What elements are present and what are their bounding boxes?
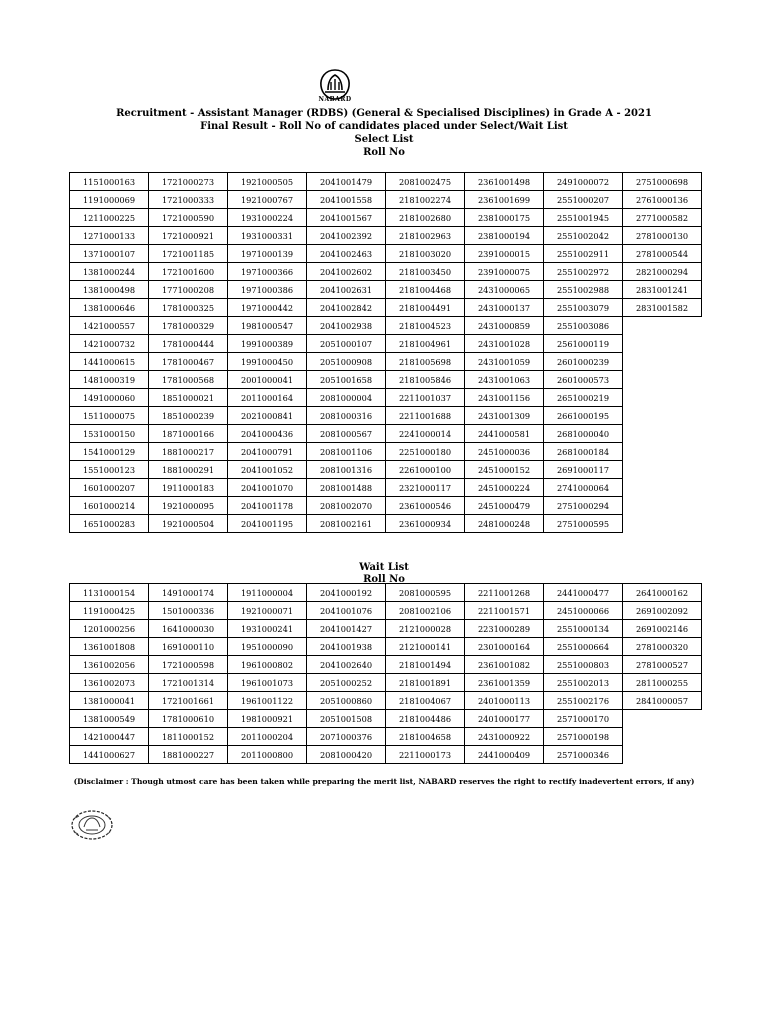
roll-no-cell: 1131000154 [70, 584, 149, 602]
table-row [70, 479, 702, 497]
roll-no-cell: 2551000207 [544, 191, 623, 209]
roll-no-cell: 2041002463 [307, 245, 386, 263]
roll-no-cell: 2551000134 [544, 620, 623, 638]
roll-no-cell: 2601000239 [544, 353, 623, 371]
roll-no-cell: 2561000119 [544, 335, 623, 353]
roll-no-cell: 1921000071 [228, 602, 307, 620]
roll-no-cell: 2021000841 [228, 407, 307, 425]
roll-no-cell: 1151000163 [70, 173, 149, 191]
roll-no-cell: 2551002988 [544, 281, 623, 299]
roll-no-cell: 1991000389 [228, 335, 307, 353]
roll-no-cell: 1721000333 [149, 191, 228, 209]
roll-no-cell: 2571000170 [544, 710, 623, 728]
roll-no-cell: 2821000294 [623, 263, 702, 281]
select-roll-no-heading: Roll No [363, 147, 405, 158]
roll-no-cell [623, 407, 702, 425]
roll-no-cell: 2121000028 [386, 620, 465, 638]
roll-no-cell: 1421000557 [70, 317, 149, 335]
roll-no-cell: 1201000256 [70, 620, 149, 638]
roll-no-cell: 2211000173 [386, 746, 465, 764]
table-row [70, 692, 702, 710]
roll-no-cell: 2441000409 [465, 746, 544, 764]
document-title: Recruitment - Assistant Manager (RDBS) (General & Specialised Disciplines) in Grade A - 2021 [116, 108, 652, 119]
roll-no-cell: 1871000166 [149, 425, 228, 443]
roll-no-cell: 2211001037 [386, 389, 465, 407]
roll-no-cell: 1721001600 [149, 263, 228, 281]
roll-no-cell: 2831001582 [623, 299, 702, 317]
roll-no-cell: 2041001076 [307, 602, 386, 620]
roll-no-cell: 2381000194 [465, 227, 544, 245]
roll-no-cell: 1191000425 [70, 602, 149, 620]
roll-no-cell: 2051000107 [307, 335, 386, 353]
roll-no-cell: 2751000294 [544, 497, 623, 515]
roll-no-cell: 2551002013 [544, 674, 623, 692]
roll-no-cell: 2391000075 [465, 263, 544, 281]
roll-no-cell: 1971000366 [228, 263, 307, 281]
roll-no-cell: 2041001178 [228, 497, 307, 515]
roll-no-cell: 2181004067 [386, 692, 465, 710]
roll-no-cell: 1951000090 [228, 638, 307, 656]
roll-no-cell: 1931000331 [228, 227, 307, 245]
roll-no-cell: 2551001945 [544, 209, 623, 227]
roll-no-cell: 2081000420 [307, 746, 386, 764]
roll-no-cell: 1781000325 [149, 299, 228, 317]
table-row [70, 353, 702, 371]
roll-no-cell: 1501000336 [149, 602, 228, 620]
roll-no-cell: 2361001082 [465, 656, 544, 674]
roll-no-cell [623, 317, 702, 335]
table-row [70, 317, 702, 335]
roll-no-cell: 2041001938 [307, 638, 386, 656]
roll-no-cell: 2051000252 [307, 674, 386, 692]
roll-no-cell: 2181002680 [386, 209, 465, 227]
roll-no-cell: 1381000498 [70, 281, 149, 299]
roll-no-cell: 1981000547 [228, 317, 307, 335]
table-row [70, 263, 702, 281]
roll-no-cell: 2691002092 [623, 602, 702, 620]
roll-no-cell: 2071000376 [307, 728, 386, 746]
roll-no-cell: 2011000204 [228, 728, 307, 746]
roll-no-cell: 1781000329 [149, 317, 228, 335]
roll-no-cell: 1371000107 [70, 245, 149, 263]
roll-no-cell: 2211001268 [465, 584, 544, 602]
roll-no-cell: 2571000346 [544, 746, 623, 764]
table-row [70, 209, 702, 227]
roll-no-cell: 2051001508 [307, 710, 386, 728]
roll-no-cell: 1421000732 [70, 335, 149, 353]
roll-no-cell: 1851000239 [149, 407, 228, 425]
roll-no-cell: 2041001427 [307, 620, 386, 638]
roll-no-cell: 2041002938 [307, 317, 386, 335]
roll-no-cell: 2361000546 [386, 497, 465, 515]
roll-no-cell: 1691000110 [149, 638, 228, 656]
roll-no-cell: 1491000060 [70, 389, 149, 407]
table-row [70, 620, 702, 638]
roll-no-cell: 2451000152 [465, 461, 544, 479]
roll-no-cell: 1931000241 [228, 620, 307, 638]
roll-no-cell: 2781000527 [623, 656, 702, 674]
roll-no-cell: 1771000208 [149, 281, 228, 299]
disclaimer: (Disclaimer : Though utmost care has been taken while preparing the merit list, NABARD reserves the right to rectify inadevertent errors, if any) [73, 777, 695, 786]
roll-no-cell: 1921000505 [228, 173, 307, 191]
roll-no-cell: 2241000014 [386, 425, 465, 443]
roll-no-cell: 2551003079 [544, 299, 623, 317]
roll-no-cell: 2641000162 [623, 584, 702, 602]
roll-no-cell: 1641000030 [149, 620, 228, 638]
roll-no-cell: 1811000152 [149, 728, 228, 746]
roll-no-cell: 2181005846 [386, 371, 465, 389]
roll-no-cell: 2361000934 [386, 515, 465, 533]
roll-no-cell: 2691000117 [544, 461, 623, 479]
roll-no-cell: 2551002911 [544, 245, 623, 263]
roll-no-cell: 1851000021 [149, 389, 228, 407]
roll-no-cell: 2181004961 [386, 335, 465, 353]
roll-no-cell: 2361001359 [465, 674, 544, 692]
roll-no-cell [623, 746, 702, 764]
roll-no-cell: 2181004468 [386, 281, 465, 299]
roll-no-cell: 1781000467 [149, 353, 228, 371]
roll-no-cell: 2451000479 [465, 497, 544, 515]
roll-no-cell: 2431001156 [465, 389, 544, 407]
roll-no-cell: 2041000192 [307, 584, 386, 602]
roll-no-cell: 2041001567 [307, 209, 386, 227]
roll-no-cell: 2041001070 [228, 479, 307, 497]
roll-no-cell: 1481000319 [70, 371, 149, 389]
roll-no-cell [623, 515, 702, 533]
roll-no-cell: 1211000225 [70, 209, 149, 227]
table-row [70, 281, 702, 299]
roll-no-cell: 2551002042 [544, 227, 623, 245]
table-row [70, 245, 702, 263]
roll-no-cell: 2491000072 [544, 173, 623, 191]
roll-no-cell: 2081000595 [386, 584, 465, 602]
roll-no-cell [623, 353, 702, 371]
roll-no-cell: 2211001688 [386, 407, 465, 425]
select-list-table [69, 172, 702, 533]
roll-no-cell: 1361001808 [70, 638, 149, 656]
roll-no-cell: 2181001494 [386, 656, 465, 674]
roll-no-cell: 2481000248 [465, 515, 544, 533]
roll-no-cell: 2401000177 [465, 710, 544, 728]
roll-no-cell: 1961001073 [228, 674, 307, 692]
roll-no-cell [623, 371, 702, 389]
roll-no-cell: 2451000036 [465, 443, 544, 461]
roll-no-cell: 1721000273 [149, 173, 228, 191]
roll-no-cell: 2551002176 [544, 692, 623, 710]
roll-no-cell: 2551002972 [544, 263, 623, 281]
roll-no-cell: 2181003020 [386, 245, 465, 263]
roll-no-cell [623, 728, 702, 746]
roll-no-cell: 2431000065 [465, 281, 544, 299]
roll-no-cell: 2081000567 [307, 425, 386, 443]
roll-no-cell: 2081001316 [307, 461, 386, 479]
roll-no-cell: 2681000184 [544, 443, 623, 461]
roll-no-cell: 2121000141 [386, 638, 465, 656]
table-row [70, 584, 702, 602]
roll-no-cell: 1971000386 [228, 281, 307, 299]
roll-no-cell [623, 461, 702, 479]
roll-no-cell: 2051000860 [307, 692, 386, 710]
roll-no-cell: 1961000802 [228, 656, 307, 674]
roll-no-cell: 1421000447 [70, 728, 149, 746]
roll-no-cell: 2041000791 [228, 443, 307, 461]
roll-no-cell: 2391000015 [465, 245, 544, 263]
roll-no-cell: 2041002842 [307, 299, 386, 317]
roll-no-cell: 2841000057 [623, 692, 702, 710]
roll-no-cell: 2321000117 [386, 479, 465, 497]
roll-no-cell: 2181004523 [386, 317, 465, 335]
roll-no-cell: 2651000219 [544, 389, 623, 407]
wait-list-table [69, 583, 702, 764]
roll-no-cell: 2771000582 [623, 209, 702, 227]
roll-no-cell: 2431000859 [465, 317, 544, 335]
roll-no-cell: 2451000066 [544, 602, 623, 620]
roll-no-cell: 2831001241 [623, 281, 702, 299]
table-row [70, 461, 702, 479]
table-row [70, 389, 702, 407]
roll-no-cell: 1381000041 [70, 692, 149, 710]
roll-no-cell: 1781000444 [149, 335, 228, 353]
roll-no-cell: 2001000041 [228, 371, 307, 389]
table-row [70, 191, 702, 209]
roll-no-cell: 2081001106 [307, 443, 386, 461]
roll-no-cell [623, 479, 702, 497]
roll-no-cell: 1971000139 [228, 245, 307, 263]
roll-no-cell: 2691002146 [623, 620, 702, 638]
official-seal-icon [69, 808, 115, 842]
roll-no-cell: 2181004491 [386, 299, 465, 317]
roll-no-cell [623, 425, 702, 443]
roll-no-cell: 2041002602 [307, 263, 386, 281]
roll-no-cell: 2081002161 [307, 515, 386, 533]
roll-no-cell: 2041002392 [307, 227, 386, 245]
roll-no-cell: 2041002640 [307, 656, 386, 674]
roll-no-cell: 2231000289 [465, 620, 544, 638]
roll-no-cell: 1981000921 [228, 710, 307, 728]
roll-no-cell [623, 389, 702, 407]
roll-no-cell: 2041000436 [228, 425, 307, 443]
roll-no-cell: 2011000164 [228, 389, 307, 407]
roll-no-cell: 2661000195 [544, 407, 623, 425]
roll-no-cell: 2181002963 [386, 227, 465, 245]
roll-no-cell: 1651000283 [70, 515, 149, 533]
roll-no-cell: 2361001498 [465, 173, 544, 191]
roll-no-cell: 2431001063 [465, 371, 544, 389]
wait-roll-no-heading: Roll No [363, 574, 405, 585]
roll-no-cell: 1381000549 [70, 710, 149, 728]
roll-no-cell: 1271000133 [70, 227, 149, 245]
table-row [70, 371, 702, 389]
roll-no-cell: 2441000477 [544, 584, 623, 602]
table-row [70, 443, 702, 461]
roll-no-cell: 2041002631 [307, 281, 386, 299]
roll-no-cell: 1881000217 [149, 443, 228, 461]
roll-no-cell: 2601000573 [544, 371, 623, 389]
table-row [70, 227, 702, 245]
roll-no-cell: 1881000227 [149, 746, 228, 764]
roll-no-cell: 2401000113 [465, 692, 544, 710]
roll-no-cell: 2081002070 [307, 497, 386, 515]
org-name: NABARD [318, 96, 352, 103]
roll-no-cell: 2781000320 [623, 638, 702, 656]
roll-no-cell: 2781000130 [623, 227, 702, 245]
roll-no-cell: 1721000598 [149, 656, 228, 674]
table-row [70, 425, 702, 443]
roll-no-cell: 1781000610 [149, 710, 228, 728]
roll-no-cell: 2041001479 [307, 173, 386, 191]
roll-no-cell: 1911000004 [228, 584, 307, 602]
roll-no-cell: 2211001571 [465, 602, 544, 620]
roll-no-cell: 1551000123 [70, 461, 149, 479]
roll-no-cell: 1961001122 [228, 692, 307, 710]
table-row [70, 407, 702, 425]
roll-no-cell: 1721001185 [149, 245, 228, 263]
roll-no-cell: 1931000224 [228, 209, 307, 227]
roll-no-cell: 2041001558 [307, 191, 386, 209]
table-row [70, 674, 702, 692]
roll-no-cell: 1361002056 [70, 656, 149, 674]
roll-no-cell: 1721000921 [149, 227, 228, 245]
roll-no-cell: 2431000137 [465, 299, 544, 317]
roll-no-cell: 2181004486 [386, 710, 465, 728]
roll-no-cell: 2041001052 [228, 461, 307, 479]
roll-no-cell: 2011000800 [228, 746, 307, 764]
roll-no-cell: 2681000040 [544, 425, 623, 443]
table-row [70, 602, 702, 620]
table-row [70, 299, 702, 317]
roll-no-cell: 1381000646 [70, 299, 149, 317]
roll-no-cell: 2261000100 [386, 461, 465, 479]
roll-no-cell: 2431001059 [465, 353, 544, 371]
roll-no-cell: 1921000095 [149, 497, 228, 515]
roll-no-cell: 1721001661 [149, 692, 228, 710]
roll-no-cell: 2741000064 [544, 479, 623, 497]
roll-no-cell: 2251000180 [386, 443, 465, 461]
roll-no-cell: 1361002073 [70, 674, 149, 692]
roll-no-cell: 1921000504 [149, 515, 228, 533]
roll-no-cell: 2571000198 [544, 728, 623, 746]
table-row [70, 710, 702, 728]
roll-no-cell: 2051000908 [307, 353, 386, 371]
table-row [70, 173, 702, 191]
roll-no-cell: 1911000183 [149, 479, 228, 497]
roll-no-cell: 2551003086 [544, 317, 623, 335]
table-row [70, 638, 702, 656]
table-row [70, 656, 702, 674]
roll-no-cell: 2081002475 [386, 173, 465, 191]
roll-no-cell: 1191000069 [70, 191, 149, 209]
table-row [70, 728, 702, 746]
roll-no-cell: 1441000627 [70, 746, 149, 764]
roll-no-cell [623, 443, 702, 461]
roll-no-cell: 1601000214 [70, 497, 149, 515]
roll-no-cell: 2751000698 [623, 173, 702, 191]
roll-no-cell: 1721000590 [149, 209, 228, 227]
roll-no-cell: 1971000442 [228, 299, 307, 317]
roll-no-cell: 1541000129 [70, 443, 149, 461]
roll-no-cell: 2181002274 [386, 191, 465, 209]
roll-no-cell: 1511000075 [70, 407, 149, 425]
roll-no-cell [623, 710, 702, 728]
table-row [70, 335, 702, 353]
roll-no-cell: 2181003450 [386, 263, 465, 281]
roll-no-cell: 2041001195 [228, 515, 307, 533]
roll-no-cell: 2181004658 [386, 728, 465, 746]
table-row [70, 497, 702, 515]
roll-no-cell: 2551000664 [544, 638, 623, 656]
roll-no-cell: 2051001658 [307, 371, 386, 389]
roll-no-cell: 2181001891 [386, 674, 465, 692]
roll-no-cell: 1531000150 [70, 425, 149, 443]
roll-no-cell: 2781000544 [623, 245, 702, 263]
roll-no-cell: 2811000255 [623, 674, 702, 692]
table-row [70, 746, 702, 764]
roll-no-cell [623, 335, 702, 353]
roll-no-cell: 2451000224 [465, 479, 544, 497]
table-row [70, 515, 702, 533]
roll-no-cell: 1721001314 [149, 674, 228, 692]
roll-no-cell: 1491000174 [149, 584, 228, 602]
roll-no-cell: 1381000244 [70, 263, 149, 281]
roll-no-cell: 2301000164 [465, 638, 544, 656]
wait-list-heading: Wait List [359, 562, 409, 573]
roll-no-cell: 2551000803 [544, 656, 623, 674]
roll-no-cell [623, 497, 702, 515]
roll-no-cell: 2431000922 [465, 728, 544, 746]
roll-no-cell: 1441000615 [70, 353, 149, 371]
roll-no-cell: 2381000175 [465, 209, 544, 227]
roll-no-cell: 2431001028 [465, 335, 544, 353]
roll-no-cell: 2751000595 [544, 515, 623, 533]
roll-no-cell: 1601000207 [70, 479, 149, 497]
roll-no-cell: 2081002106 [386, 602, 465, 620]
roll-no-cell: 2431001309 [465, 407, 544, 425]
roll-no-cell: 2081000316 [307, 407, 386, 425]
roll-no-cell: 1881000291 [149, 461, 228, 479]
document-subtitle: Final Result - Roll No of candidates placed under Select/Wait List [200, 121, 568, 132]
roll-no-cell: 2761000136 [623, 191, 702, 209]
roll-no-cell: 1921000767 [228, 191, 307, 209]
roll-no-cell: 2441000581 [465, 425, 544, 443]
roll-no-cell: 1991000450 [228, 353, 307, 371]
roll-no-cell: 1781000568 [149, 371, 228, 389]
roll-no-cell: 2361001699 [465, 191, 544, 209]
roll-no-cell: 2181005698 [386, 353, 465, 371]
roll-no-cell: 2081001488 [307, 479, 386, 497]
select-list-heading: Select List [354, 134, 414, 145]
roll-no-cell: 2081000004 [307, 389, 386, 407]
